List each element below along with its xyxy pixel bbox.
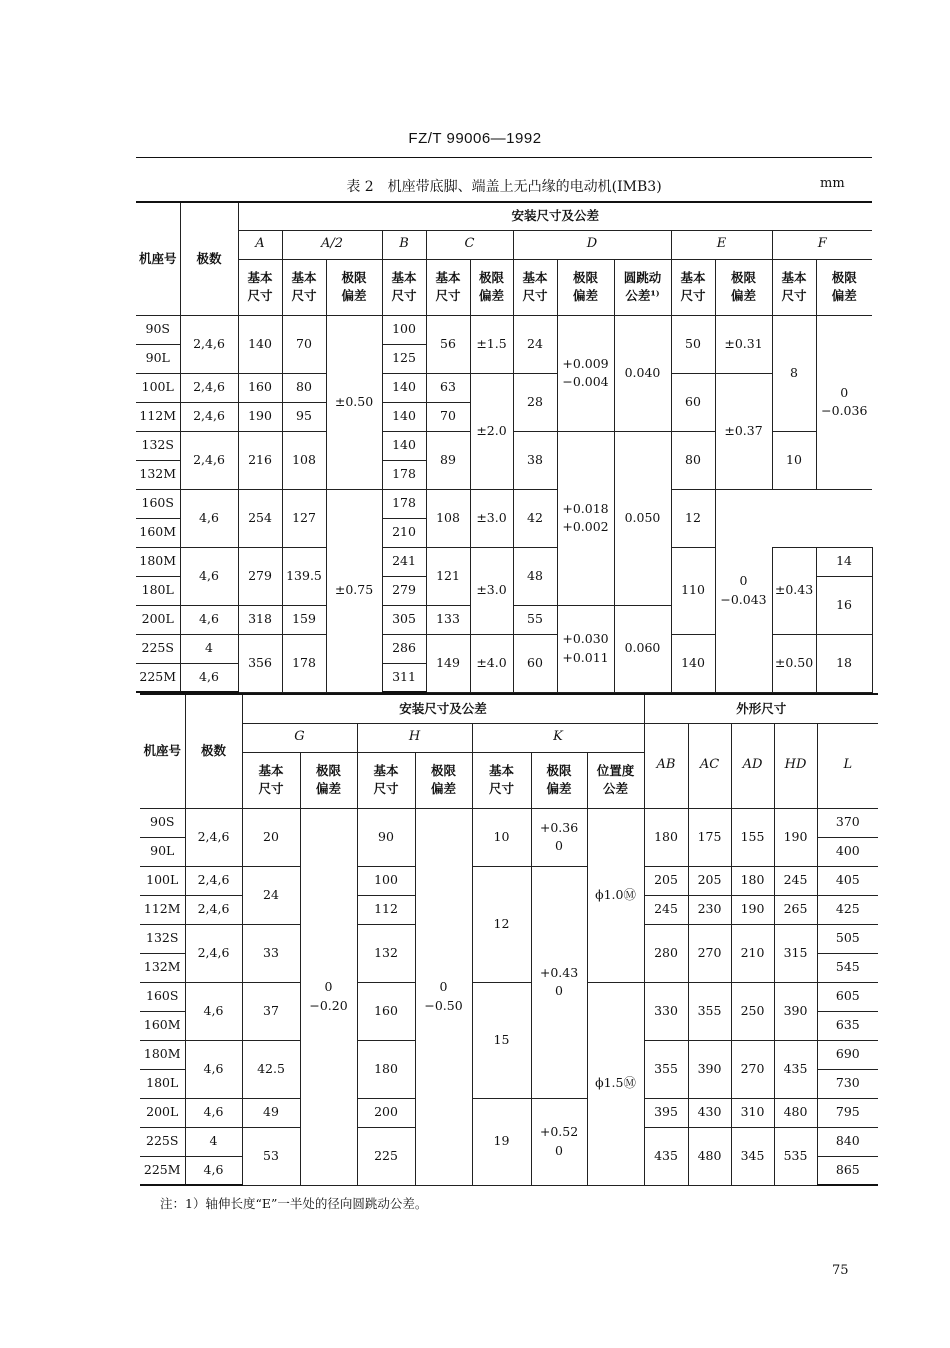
G-cell: 33 — [242, 924, 300, 982]
L-cell: 730 — [817, 1069, 878, 1098]
HD-cell: 390 — [774, 982, 817, 1040]
L-cell: 635 — [817, 1011, 878, 1040]
A2-basic: 基本 尺寸 — [282, 259, 326, 315]
A2-cell: 127 — [282, 489, 326, 547]
D-cell: 42 — [513, 489, 557, 547]
frame-cell: 180L — [140, 1069, 185, 1098]
F-basic: 基本 尺寸 — [772, 259, 816, 315]
AC-cell: 430 — [688, 1098, 731, 1127]
AC-cell: 205 — [688, 866, 731, 895]
frame-cell: 90L — [140, 837, 185, 866]
K-position-header: 位置度 公差 — [587, 752, 644, 808]
L-cell: 865 — [817, 1156, 878, 1185]
frame-cell: 160S — [136, 489, 180, 518]
frame-cell: 132M — [136, 460, 180, 489]
frame-header: 机座号 — [136, 202, 180, 315]
group-AC: AC — [688, 723, 731, 808]
A-dev-cell: ±0.75 — [326, 489, 382, 692]
H-cell: 90 — [357, 808, 415, 866]
frame-cell: 132S — [136, 431, 180, 460]
A-cell: 216 — [238, 431, 282, 489]
HD-cell: 535 — [774, 1127, 817, 1185]
AB-cell: 330 — [644, 982, 688, 1040]
group-D: D — [513, 230, 671, 259]
A-basic: 基本 尺寸 — [238, 259, 282, 315]
A2-cell: 70 — [282, 315, 326, 373]
B-cell: 210 — [382, 518, 426, 547]
D-runout-header: 圆跳动 公差¹⁾ — [614, 259, 671, 315]
F-cell: 12 — [671, 489, 715, 547]
group-G: G — [242, 723, 357, 752]
poles-cell: 2,4,6 — [185, 924, 242, 982]
F-cell: 10 — [772, 431, 816, 489]
A2-cell: 178 — [282, 634, 326, 692]
K-cell: 19 — [472, 1098, 531, 1185]
A2-cell: 159 — [282, 605, 326, 634]
A2-cell: 139.5 — [282, 547, 326, 605]
C-cell: 133 — [426, 605, 470, 634]
A-cell: 190 — [238, 402, 282, 431]
A-dev-cell: ±0.50 — [326, 315, 382, 489]
C-dev-cell: ±1.5 — [470, 315, 513, 373]
HD-cell: 265 — [774, 895, 817, 924]
G-cell: 20 — [242, 808, 300, 866]
AB-cell: 435 — [644, 1127, 688, 1185]
H-cell: 132 — [357, 924, 415, 982]
L-cell: 690 — [817, 1040, 878, 1069]
frame-cell: 225S — [136, 634, 180, 663]
K-dev-header: 极限 偏差 — [531, 752, 587, 808]
H-basic: 基本 尺寸 — [357, 752, 415, 808]
D-cell: 60 — [513, 634, 557, 692]
L-cell: 405 — [817, 866, 878, 895]
frame-cell: 225S — [140, 1127, 185, 1156]
G-cell: 53 — [242, 1127, 300, 1185]
dimension-table-1 — [136, 201, 873, 693]
B-cell: 279 — [382, 576, 426, 605]
AB-cell: 205 — [644, 866, 688, 895]
D-runout-cell: 0.060 — [614, 605, 671, 692]
poles-cell: 2,4,6 — [180, 431, 238, 489]
A2-cell: 95 — [282, 402, 326, 431]
group-C: C — [426, 230, 513, 259]
poles-cell: 4,6 — [185, 982, 242, 1040]
group-A2: A/2 — [282, 230, 382, 259]
H-cell: 160 — [357, 982, 415, 1040]
poles-cell: 4,6 — [180, 547, 238, 605]
AC-cell: 175 — [688, 808, 731, 866]
A-cell: 254 — [238, 489, 282, 547]
AD-cell: 180 — [731, 866, 774, 895]
D-cell: 38 — [513, 431, 557, 489]
A2-cell: 108 — [282, 431, 326, 489]
K-cell: 10 — [472, 808, 531, 866]
frame-cell: 160M — [136, 518, 180, 547]
B-cell: 178 — [382, 460, 426, 489]
install-header: 安装尺寸及公差 — [242, 694, 644, 723]
E-dev-cell: ±0.31 — [715, 315, 772, 373]
poles-cell: 4 — [180, 634, 238, 663]
C-cell: 63 — [426, 373, 470, 402]
AB-cell: 395 — [644, 1098, 688, 1127]
B-cell: 241 — [382, 547, 426, 576]
frame-cell: 225M — [140, 1156, 185, 1185]
poles-header: 极数 — [180, 202, 238, 315]
HD-cell: 435 — [774, 1040, 817, 1098]
A2-cell: 80 — [282, 373, 326, 402]
E-dev-cell: ±0.50 — [772, 634, 816, 692]
frame-cell: 200L — [136, 605, 180, 634]
AB-cell: 180 — [644, 808, 688, 866]
B-cell: 178 — [382, 489, 426, 518]
H-dev-cell: 0 −0.50 — [415, 808, 472, 1185]
AC-cell: 480 — [688, 1127, 731, 1185]
B-cell: 140 — [382, 373, 426, 402]
poles-cell: 4,6 — [180, 663, 238, 692]
poles-cell: 4,6 — [180, 605, 238, 634]
HD-cell: 480 — [774, 1098, 817, 1127]
E-dev-cell: ±0.37 — [715, 373, 772, 489]
HD-cell: 245 — [774, 866, 817, 895]
G-dev-cell: 0 −0.20 — [300, 808, 357, 1185]
K-position-cell: ϕ1.5Ⓜ — [587, 982, 644, 1185]
A-cell: 318 — [238, 605, 282, 634]
B-cell: 125 — [382, 344, 426, 373]
frame-cell: 180L — [136, 576, 180, 605]
AD-cell: 190 — [731, 895, 774, 924]
F-cell: 16 — [816, 576, 872, 634]
frame-cell: 90L — [136, 344, 180, 373]
frame-cell: 112M — [140, 895, 185, 924]
K-basic: 基本 尺寸 — [472, 752, 531, 808]
G-basic: 基本 尺寸 — [242, 752, 300, 808]
C-dev-cell: ±3.0 — [470, 547, 513, 634]
AD-cell: 250 — [731, 982, 774, 1040]
H-cell: 225 — [357, 1127, 415, 1185]
K-dev-cell: +0.43 0 — [531, 866, 587, 1098]
frame-cell: 200L — [140, 1098, 185, 1127]
H-cell: 112 — [357, 895, 415, 924]
L-cell: 400 — [817, 837, 878, 866]
C-basic: 基本 尺寸 — [426, 259, 470, 315]
AB-cell: 280 — [644, 924, 688, 982]
C-cell: 89 — [426, 431, 470, 489]
page-number: 75 — [832, 1263, 849, 1278]
E-dev-header: 极限 偏差 — [715, 259, 772, 315]
C-cell: 108 — [426, 489, 470, 547]
poles-cell: 2,4,6 — [180, 315, 238, 373]
D-cell: 55 — [513, 605, 557, 634]
AD-cell: 155 — [731, 808, 774, 866]
poles-cell: 2,4,6 — [180, 373, 238, 402]
G-cell: 37 — [242, 982, 300, 1040]
E-cell: 140 — [671, 634, 715, 692]
B-cell: 140 — [382, 431, 426, 460]
poles-cell: 2,4,6 — [185, 895, 242, 924]
frame-cell: 225M — [136, 663, 180, 692]
frame-cell: 112M — [136, 402, 180, 431]
L-cell: 370 — [817, 808, 878, 837]
frame-cell: 100L — [136, 373, 180, 402]
footnote: 注：1）轴伸长度“E”一半处的径向圆跳动公差。 — [160, 1196, 428, 1211]
install-header: 安装尺寸及公差 — [238, 202, 872, 230]
poles-header: 极数 — [185, 694, 242, 808]
frame-cell: 90S — [140, 808, 185, 837]
D-basic: 基本 尺寸 — [513, 259, 557, 315]
HD-cell: 315 — [774, 924, 817, 982]
D-runout-cell: 0.040 — [614, 315, 671, 431]
frame-cell: 132M — [140, 953, 185, 982]
group-E: E — [671, 230, 772, 259]
C-cell: 56 — [426, 315, 470, 373]
frame-cell: 180M — [140, 1040, 185, 1069]
L-cell: 425 — [817, 895, 878, 924]
D-dev-cell: +0.009 −0.004 — [557, 315, 614, 431]
frame-header: 机座号 — [140, 694, 185, 808]
frame-cell: 90S — [136, 315, 180, 344]
AD-cell: 210 — [731, 924, 774, 982]
C-dev-cell: ±4.0 — [470, 634, 513, 692]
poles-cell: 4 — [185, 1127, 242, 1156]
group-K: K — [472, 723, 644, 752]
D-dev-cell: +0.030 +0.011 — [557, 605, 614, 692]
K-dev-cell: +0.36 0 — [531, 808, 587, 866]
D-cell: 28 — [513, 373, 557, 431]
G-cell: 42.5 — [242, 1040, 300, 1098]
D-cell: 48 — [513, 547, 557, 605]
B-cell: 100 — [382, 315, 426, 344]
H-dev-header: 极限 偏差 — [415, 752, 472, 808]
F-dev-cell: 0 −0.043 — [715, 489, 772, 692]
HD-cell: 190 — [774, 808, 817, 866]
E-cell: 50 — [671, 315, 715, 373]
B-basic: 基本 尺寸 — [382, 259, 426, 315]
C-dev-header: 极限 偏差 — [470, 259, 513, 315]
K-cell: 15 — [472, 982, 531, 1098]
F-dev-cell: 0 −0.036 — [816, 315, 872, 489]
poles-cell: 2,4,6 — [185, 808, 242, 866]
AD-cell: 310 — [731, 1098, 774, 1127]
E-dev-cell: ±0.43 — [772, 547, 816, 634]
frame-cell: 132S — [140, 924, 185, 953]
A-cell: 160 — [238, 373, 282, 402]
D-dev-cell: +0.018 +0.002 — [557, 431, 614, 605]
group-L: L — [817, 723, 878, 808]
D-cell: 24 — [513, 315, 557, 373]
outline-header: 外形尺寸 — [644, 694, 878, 723]
L-cell: 605 — [817, 982, 878, 1011]
K-dev-cell: +0.52 0 — [531, 1098, 587, 1185]
group-B: B — [382, 230, 426, 259]
G-cell: 24 — [242, 866, 300, 924]
F-dev-header: 极限 偏差 — [816, 259, 872, 315]
A-dev-header: 极限 偏差 — [326, 259, 382, 315]
frame-cell: 160S — [140, 982, 185, 1011]
poles-cell: 4,6 — [185, 1098, 242, 1127]
H-cell: 200 — [357, 1098, 415, 1127]
B-cell: 140 — [382, 402, 426, 431]
AB-cell: 245 — [644, 895, 688, 924]
poles-cell: 4,6 — [180, 489, 238, 547]
AD-cell: 270 — [731, 1040, 774, 1098]
group-H: H — [357, 723, 472, 752]
E-cell: 80 — [671, 431, 715, 489]
table-caption: 表 2 机座带底脚、端盖上无凸缘的电动机(IMB3) — [346, 179, 662, 195]
B-cell: 305 — [382, 605, 426, 634]
C-cell: 121 — [426, 547, 470, 605]
frame-cell: 180M — [136, 547, 180, 576]
dimension-table-2 — [140, 693, 878, 1186]
F-cell: 8 — [772, 315, 816, 431]
C-dev-cell: ±3.0 — [470, 489, 513, 547]
AC-cell: 390 — [688, 1040, 731, 1098]
poles-cell: 2,4,6 — [180, 402, 238, 431]
E-basic: 基本 尺寸 — [671, 259, 715, 315]
H-cell: 180 — [357, 1040, 415, 1098]
poles-cell: 4,6 — [185, 1040, 242, 1098]
G-dev-header: 极限 偏差 — [300, 752, 357, 808]
poles-cell: 4,6 — [185, 1156, 242, 1185]
A-cell: 140 — [238, 315, 282, 373]
G-cell: 49 — [242, 1098, 300, 1127]
D-runout-cell: 0.050 — [614, 431, 671, 605]
L-cell: 840 — [817, 1127, 878, 1156]
A-cell: 356 — [238, 634, 282, 692]
AC-cell: 355 — [688, 982, 731, 1040]
K-position-cell: ϕ1.0Ⓜ — [587, 808, 644, 982]
group-F: F — [772, 230, 872, 259]
AB-cell: 355 — [644, 1040, 688, 1098]
C-dev-cell: ±2.0 — [470, 373, 513, 489]
unit-label: mm — [820, 176, 845, 191]
E-cell: 110 — [671, 547, 715, 634]
B-cell: 311 — [382, 663, 426, 692]
AD-cell: 345 — [731, 1127, 774, 1185]
E-cell: 60 — [671, 373, 715, 431]
L-cell: 505 — [817, 924, 878, 953]
AC-cell: 230 — [688, 895, 731, 924]
D-dev-header: 极限 偏差 — [557, 259, 614, 315]
poles-cell: 2,4,6 — [185, 866, 242, 895]
A-cell: 279 — [238, 547, 282, 605]
group-HD: HD — [774, 723, 817, 808]
header-rule — [136, 157, 872, 158]
frame-cell: 160M — [140, 1011, 185, 1040]
C-cell: 70 — [426, 402, 470, 431]
F-cell: 18 — [816, 634, 872, 692]
L-cell: 795 — [817, 1098, 878, 1127]
group-AB: AB — [644, 723, 688, 808]
B-cell: 286 — [382, 634, 426, 663]
F-cell: 14 — [816, 547, 872, 576]
H-cell: 100 — [357, 866, 415, 895]
K-cell: 12 — [472, 866, 531, 982]
group-AD: AD — [731, 723, 774, 808]
group-A: A — [238, 230, 282, 259]
AC-cell: 270 — [688, 924, 731, 982]
C-cell: 149 — [426, 634, 470, 692]
L-cell: 545 — [817, 953, 878, 982]
standard-code: FZ/T 99006—1992 — [408, 130, 542, 147]
frame-cell: 100L — [140, 866, 185, 895]
